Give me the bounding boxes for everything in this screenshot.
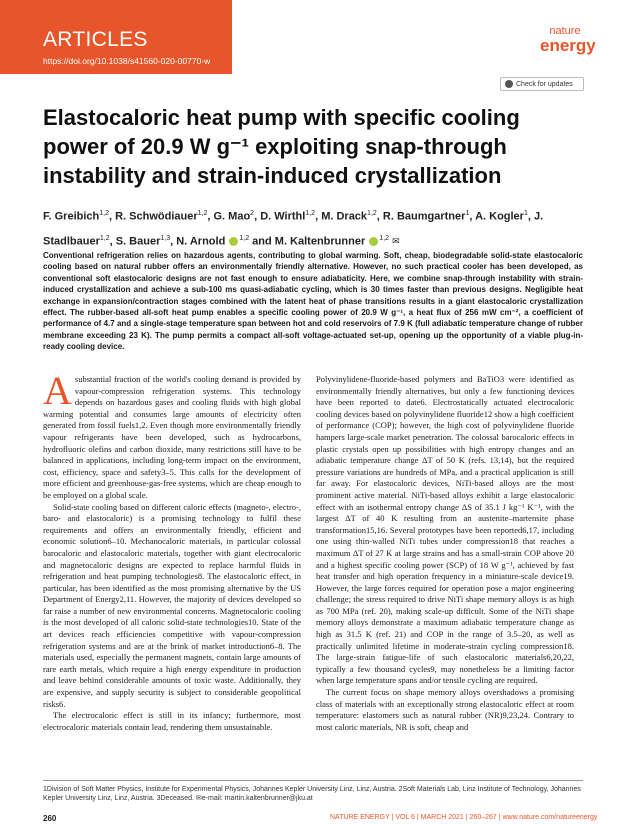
author-name[interactable]: D. Wirthl (260, 210, 306, 223)
author-affiliation: 1 (465, 210, 470, 217)
footnote-divider (43, 780, 583, 781)
body-column-left (43, 368, 301, 733)
check-for-updates-button[interactable] (500, 77, 584, 91)
orcid-icon[interactable] (229, 237, 238, 246)
author-name[interactable]: M. Kaltenbrunner (274, 235, 366, 248)
author-name[interactable]: N. Arnold (176, 235, 226, 248)
journal-footer: NATURE ENERGY | VOL 6 | MARCH 2021 | 260–267 | www.nature.com/natureenergy (330, 814, 598, 821)
body-paragraph: Solid-state cooling based on different caloric effects (magneto-, electro-, baro- and elastocaloric) is a promising technology to fulfil these requirements and offers an environmentally friendly, efficient and economic solution6–10. Mechanocaloric materials, in particular colossal barocaloric and elastocaloric materials, together with giant electrocaloric and magnetocaloric designs are expected to replace harmful fluids in refrigeration and heat pumping technologies8. The elastocaloric effect, in particular, has been identified as the most promising alternative by the US Department of Energy2,11. However, the majority of devices developed so far raise a number of new environmental concerns. Magnetocaloric cooling is the most developed of all caloric solid-state technologies10. State of the art devices reach efficiencies competitive with vapour-compression refrigeration systems and are at the brink of market introduction6–8. The materials used, especially the permanent magnets, contain large amounts of rare earth metals, which require a high energy expenditure in production and leave behind considerable amounts of toxic waste. Additionally, they are expensive, and supply security is subject to considerable geopolitical risks6. (43, 501, 301, 709)
journal-logo-line2: energy (540, 36, 596, 55)
author-name[interactable]: F. Greibich (43, 210, 100, 223)
author-list: F. Greibich$^{1,2}$, R. Schwödiauer$^{1,2}$, G. Mao$^2$, D. Wirthl$^{1,2}$, M. Drack$^{1,2}$, R. Baumgartner$^1$, A. Kogler$^1$, J. Stadlbauer$^{1,2}$, S. Bauer$^{1,3}$, N. Arnold $^{1,2}$ and M. Kaltenbrunner $^{1,2}$ ✉ (43, 203, 583, 252)
abstract: Conventional refrigeration relies on hazardous agents, contributing to global warming. Soft, cheap, biodegradable solid-state elastocaloric cooling based on natural rubber offers an environmentally friendly alternative. However, no such practical cooler has been developed, as conventional soft elastocaloric designs are not fast enough to ensure adiabaticity. Here, we combine snap-through instability with strain-induced crystallization and achieve a sub-100 ms quasi-adiabatic cycling, which is 30 times faster than previous designs. Negligible heat exchange in expansion/contraction stages combined with the latent heat of phase transitions results in a giant elastocaloric crystallization effect. The rubber-based all-soft heat pump enables a specific cooling power of 20.9 W g⁻¹, a heat flux of 256 mW cm⁻², a coefficient of performance of 4.7 and a single-stage temperature span between hot and cold reservoirs of 7.9 K (full adiabatic temperature change of rubber membrane exceeding 23 K). The pump permits a compact all-soft voltage-actuated set-up, opening up the opportunity of a viable plug-in-ready cooling device. (43, 251, 583, 352)
article-type-label: ARTICLES (43, 28, 148, 51)
body-paragraph: Polyvinylidene-fluoride-based polymers and BaTiO3 were identified as environmentally friendly alternatives, but only a few functioning devices have been reported to date6. Electrostatically actuated electrocaloric cooling devices based on polyvinylidene fluoride12 show a high coefficient of performance (COP); however, the high cost of polyvinylidene fluoride hampers large-scale market penetration. The colossal barocaloric effects in plastic crystals open up possibilities with high entropy changes and an adiabatic temperature change ΔT of 50 K (refs. 13,14), but the required pressure variations are hundreds of MPa, and a practical application is still far away. For elastocaloric devices, NiTi-based alloys are the most prominent active material. NiTi-based alloys exhibit a large elastocaloric effect with an isothermal entropy change ΔS of 35.1 J kg⁻¹ K⁻¹, with the largest ΔT of 40 K resulting from an austenite–martensite phase transformation15,16. Several prototypes have been reported6,17, including one using thin-walled NiTi tubes under compression18 that reaches a maximum ΔT of 27 K at large strains and has a small-strain COP above 20 and a highest specific cooling power (SCP) of 18 W g⁻¹, achieved by fast heat transfer and high operation frequency in a miniature-scale device19. However, the large forces required for operation pose a major engineering challenge; the stress required to drive NiTi shape memory alloys is as high as 700 MPa (ref. 20), making scale-up difficult. Some of the NiTi shape memory alloys demonstrate a maximum adiabatic temperature change as high as 31.5 K (ref. 21) and COP in the range of 3.5–20, as well as practically unlimited lifetime in moderate-strain cycling compression18. The large-strain fatigue-life of such elastocaloric materials6,20,22, typically a few thousand cycles9, may nonetheless be a limiting factor when large temperature spans and/or tensile cycling are required. (316, 374, 574, 686)
author-affiliation: 1 (523, 210, 528, 217)
author-name[interactable]: R. Baumgartner (382, 210, 466, 223)
check-for-updates-label: Check for updates (516, 80, 573, 88)
author-name[interactable]: J. Stadlbauer (43, 210, 544, 248)
article-title: Elastocaloric heat pump with specific cooling power of 20.9 W g⁻¹ exploiting snap-through instability and strain-induced crystallization (43, 105, 520, 188)
page-number: 260 (43, 814, 57, 823)
author-affiliation: 1,3 (160, 234, 171, 242)
author-name[interactable]: A. Kogler (475, 210, 524, 223)
affiliations-footnote: 1Division of Soft Matter Physics, Institute for Experimental Physics, Johannes Kepler University Linz, Linz, Austria. 2Soft Materials Lab, Linz Institute of Technology, Johannes Kepler University Linz, Linz, Austria. 3Deceased. ✉e-mail: martin.kaltenbrunner@jku.at (43, 786, 581, 802)
drop-cap: A (43, 368, 72, 413)
orcid-icon[interactable] (369, 237, 378, 246)
author-affiliation: 2 (250, 210, 255, 217)
author-affiliation: 1,2 (99, 234, 110, 242)
author-affiliation: 1,2 (379, 234, 390, 242)
author-affiliation: 1,2 (197, 210, 208, 217)
body-paragraph: The current focus on shape memory alloys overshadows a promising class of materials with an exceptionally strong elastocaloric effect at room temperature: elastomers such as natural rubber (NR)9,23,24. Contrary to most caloric materials, NR is soft, cheap and (316, 687, 574, 732)
envelope-icon[interactable]: ✉ (392, 236, 400, 247)
body-paragraph: The electrocaloric effect is still in its infancy; furthermore, most electrocaloric materials contain lead, rendering them unsustainable. (43, 710, 301, 732)
body-paragraph: Asubstantial fraction of the world's cooling demand is provided by vapour-compression refrigeration systems. This technology depends on hazardous gases and cooling fluids with high global warming potential and consumes large amounts of electricity often generated from fossil fuels1,2. Even though more environmentally friendly vapour refrigerants have been developed, such as hydrocarbons, hydrofluoric olefins and carbon dioxide, many restrictions still have to be balanced in applications, including long-term impact on the environment, cost, efficiency, space and safety3–5. This calls for the development of more efficient and greenhouse-gas-free systems, which are cheap enough to be employed on a global scale. (43, 368, 301, 500)
author-name[interactable]: R. Schwödiauer (115, 210, 198, 223)
body-column-right (316, 374, 574, 733)
refresh-icon (505, 80, 513, 88)
author-affiliation: 1,2 (305, 210, 316, 217)
journal-logo-line1: nature (549, 25, 581, 37)
author-affiliation: 1,2 (239, 234, 250, 242)
author-affiliation: 1,2 (367, 210, 377, 217)
author-affiliation: 1,2 (99, 210, 109, 217)
journal-logo[interactable] (540, 25, 596, 55)
doi-link[interactable]: https://doi.org/10.1038/s41560-020-00770-w (43, 56, 211, 66)
author-name[interactable]: S. Bauer (115, 235, 161, 248)
article-type-banner (0, 0, 232, 74)
author-name[interactable]: M. Drack (321, 210, 368, 223)
author-name[interactable]: G. Mao (213, 210, 251, 223)
